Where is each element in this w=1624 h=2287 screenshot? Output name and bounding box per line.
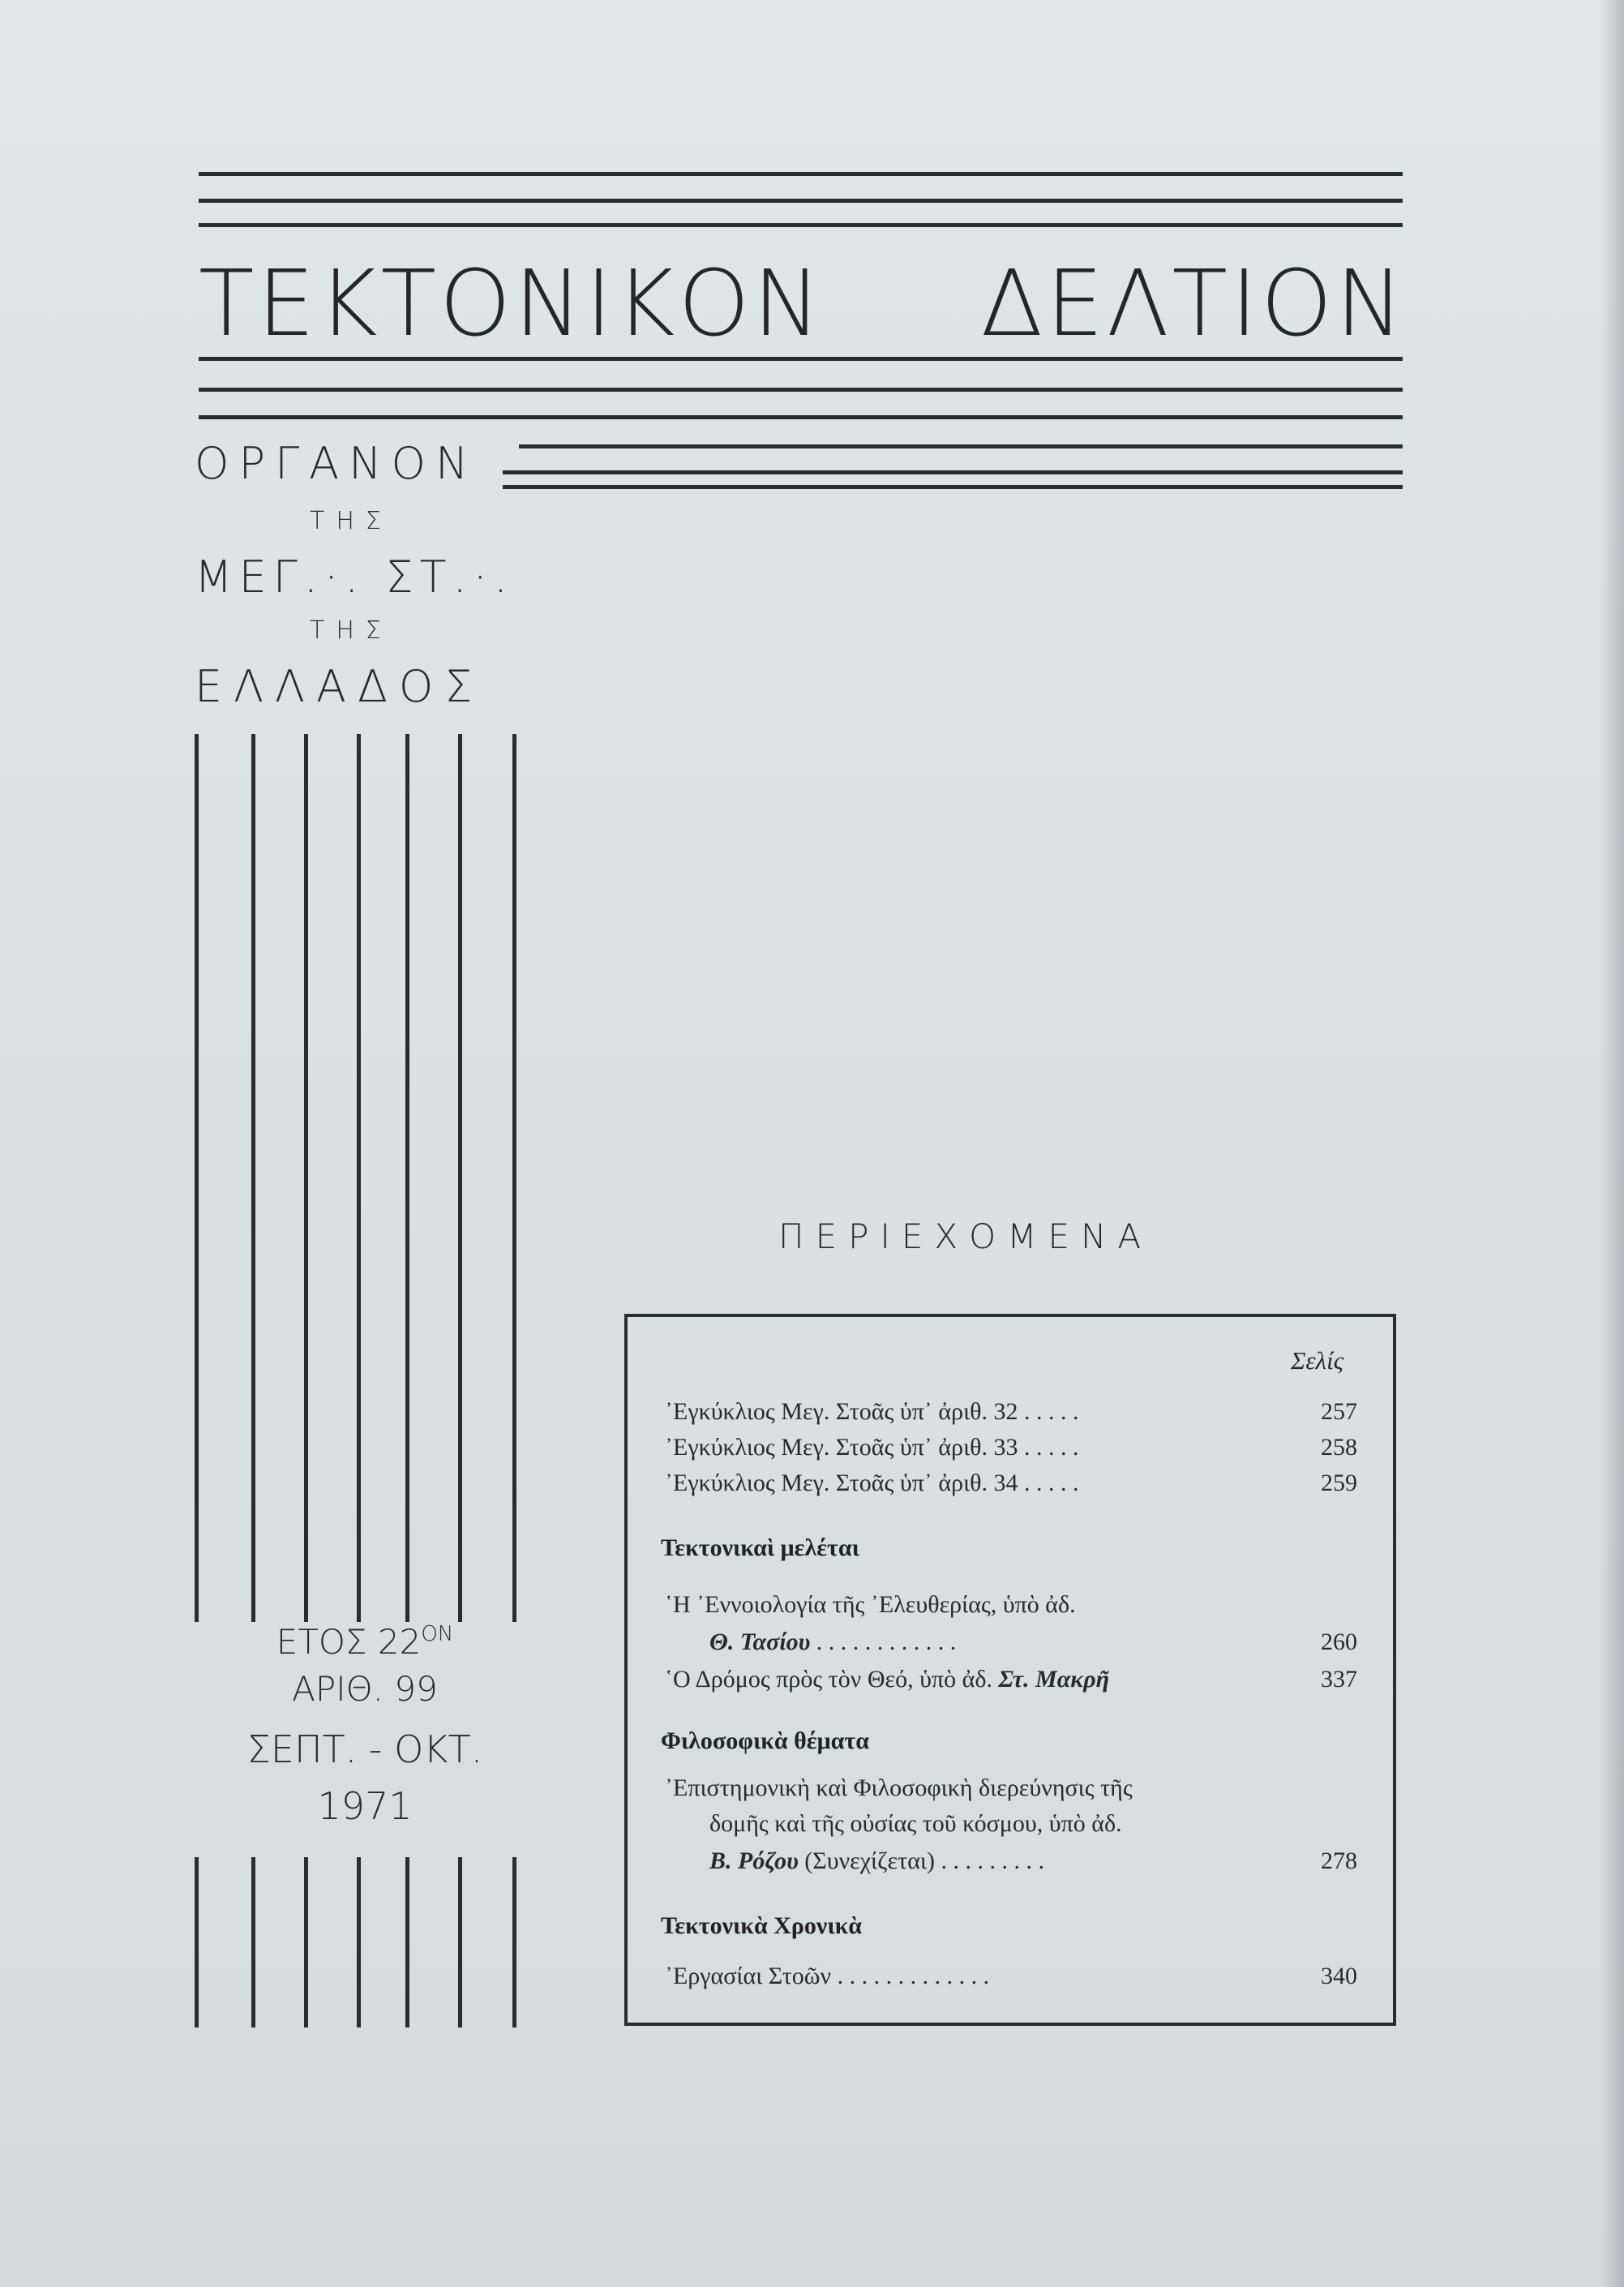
toc-entry-text: ᾿Εγκύκλιος Μεγ. Στοᾶς ὑπ᾿ ἀριθ. 33 . . . . .	[665, 1434, 1079, 1461]
vrule-6-upper	[458, 734, 462, 1622]
vrule-4-upper	[357, 734, 361, 1622]
toc-author: Στ. Μακρῆ	[998, 1666, 1110, 1693]
rule-top-1	[199, 172, 1403, 176]
toc-entry-text: δομῆς καὶ τῆς οὐσίας τοῦ κόσμου, ὑπὸ ἀδ.	[709, 1810, 1122, 1837]
toc-entry-page: 337	[1321, 1666, 1357, 1693]
vrule-4-lower	[357, 1857, 361, 2027]
toc-entry-page: 258	[1321, 1434, 1357, 1461]
vrule-5-upper	[405, 734, 409, 1622]
organ-line-4: ΤΗΣ	[310, 616, 392, 645]
vrule-3-upper	[304, 734, 308, 1622]
issue-months: ΣΕΠΤ. - ΟΚΤ.	[246, 1727, 483, 1771]
toc-entry-text: ᾿Εγκύκλιος Μεγ. Στοᾶς ὑπ᾿ ἀριθ. 34 . . . . .	[665, 1470, 1079, 1496]
toc-row	[665, 1398, 1357, 1432]
toc-row	[665, 1774, 1357, 1809]
toc-entry-page: 259	[1321, 1470, 1357, 1496]
rule-mid-1	[199, 357, 1403, 361]
issue-year-suffix: ΟΝ	[421, 1622, 454, 1646]
toc-entry-text: ῾Η ᾿Εννοιολογία τῆς ᾿Ελευθερίας, ὑπὸ ἀδ.	[665, 1591, 1076, 1618]
rule-side-3	[503, 485, 1403, 489]
vrule-2-lower	[251, 1857, 255, 2027]
issue-year	[235, 1622, 495, 1662]
toc-entry-note: (Συνεχίζεται)	[804, 1847, 935, 1874]
toc-leader-dots: . . . . . . . . .	[941, 1847, 1044, 1874]
journal-title-right: ΔΕΛΤΙΟΝ	[980, 251, 1407, 357]
rule-top-2	[199, 199, 1403, 203]
journal-title-left: ΤΕΚΤΟΝΙΚΟΝ	[199, 251, 825, 357]
toc-leader-dots: . . . . . . . . . . . .	[816, 1628, 957, 1655]
rule-mid-2	[199, 388, 1403, 392]
toc-page-header: Σελίς	[1291, 1346, 1344, 1375]
vrule-5-lower	[405, 1857, 409, 2027]
organ-line-3: ΜΕΓ.·. ΣΤ.·.	[195, 551, 515, 603]
issue-date-year: 1971	[317, 1784, 413, 1828]
rule-side-2	[503, 470, 1403, 474]
toc-entry-text	[709, 1628, 956, 1656]
vrule-7-upper	[512, 734, 516, 1622]
vrule-2-upper	[251, 734, 255, 1622]
toc-entry-page: 260	[1321, 1628, 1357, 1655]
toc-row	[665, 1628, 1357, 1663]
rule-top-3	[199, 223, 1403, 227]
organ-line-1: ΟΡΓΑΝΟΝ	[195, 438, 478, 489]
toc-section-title: Τεκτονικὰ Χρονικὰ	[661, 1912, 863, 1939]
vrule-1-lower	[195, 1857, 199, 2027]
toc-section-title: Τεκτονικαὶ μελέται	[661, 1534, 859, 1561]
toc-row	[665, 1963, 1357, 1997]
toc-row	[665, 1591, 1357, 1625]
toc-row	[665, 1434, 1357, 1468]
organ-line-5: ΕΛΛΑΔΟΣ	[195, 661, 484, 712]
issue-number: ΑΡΙΘ. 99	[292, 1669, 438, 1709]
vrule-1-upper	[195, 734, 199, 1622]
toc-entry-page: 257	[1321, 1398, 1357, 1425]
toc-entry-text	[709, 1847, 1044, 1875]
contents-heading: ΠΕΡΙΕΧΟΜΕΝΑ	[778, 1216, 1153, 1256]
toc-entry-text: ᾿Εγκύκλιος Μεγ. Στοᾶς ὑπ᾿ ἀριθ. 32 . . . . .	[665, 1398, 1079, 1425]
page-edge-shadow	[1600, 0, 1624, 2287]
toc-author: Β. Ρόζου	[709, 1847, 799, 1874]
issue-year-label: ΕΤΟΣ 22	[276, 1622, 422, 1662]
journal-title	[199, 247, 1407, 361]
toc-entry-title: ῾Ο Δρόμος πρὸς τὸν Θεό, ὑπὸ ἀδ.	[665, 1666, 992, 1693]
toc-entry-page: 340	[1321, 1963, 1357, 1989]
toc-section-title: Φιλοσοφικὰ θέματα	[661, 1727, 869, 1754]
vrule-6-lower	[458, 1857, 462, 2027]
vrule-3-lower	[304, 1857, 308, 2027]
organ-line-2: ΤΗΣ	[310, 507, 392, 535]
vrule-7-lower	[512, 1857, 516, 2027]
toc-row	[665, 1666, 1357, 1700]
toc-entry-text: ᾿Επιστημονικὴ καὶ Φιλοσοφικὴ διερεύνησις τῆς	[665, 1774, 1133, 1801]
toc-entry-text: ᾿Εργασίαι Στοῶν . . . . . . . . . . . . .	[665, 1963, 990, 1989]
rule-mid-3	[199, 415, 1403, 419]
toc-row	[665, 1470, 1357, 1504]
toc-row	[665, 1810, 1357, 1844]
toc-row	[665, 1847, 1357, 1882]
rule-side-1	[519, 444, 1403, 448]
toc-author: Θ. Τασίου	[709, 1628, 811, 1655]
toc-entry-text	[665, 1666, 1109, 1693]
toc-entry-page: 278	[1321, 1847, 1357, 1874]
